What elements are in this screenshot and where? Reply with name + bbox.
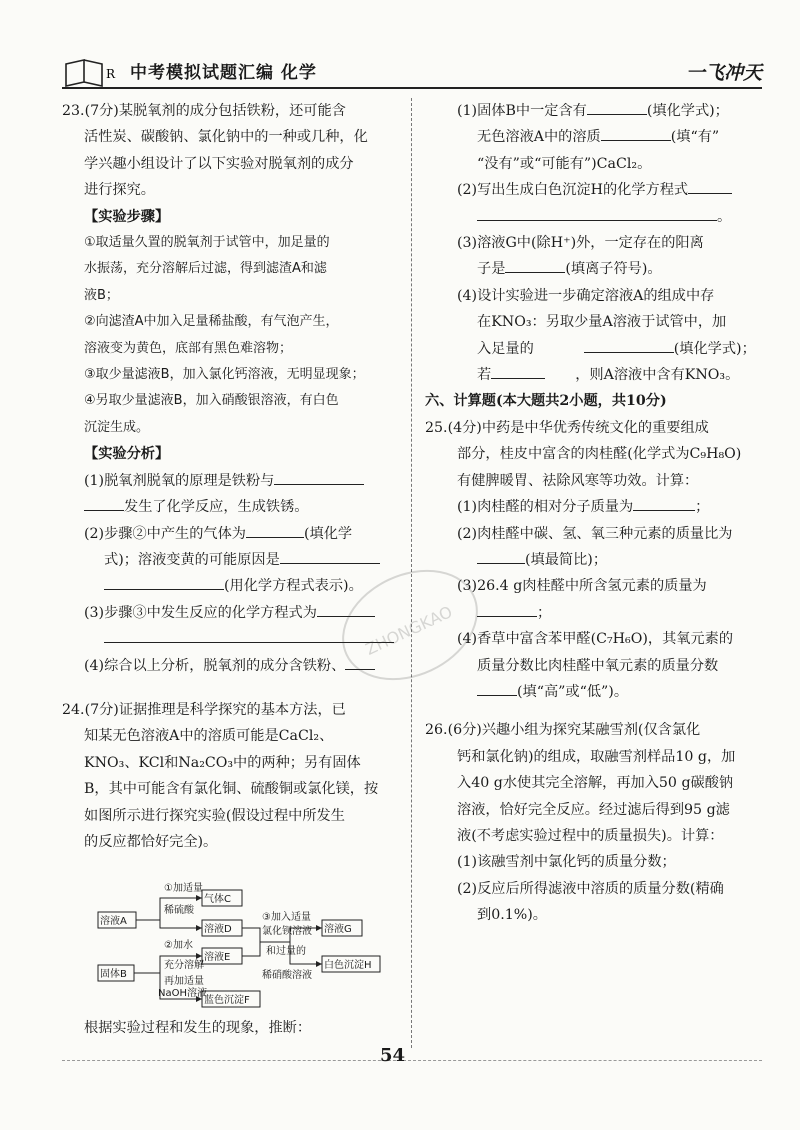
p4a: (4)设计实验进一步确定溶液A的组成中存 (457, 287, 715, 304)
q25-line-1: 25.(4分)中药是中华优秀传统文化的重要组成 (425, 419, 709, 436)
q24-conclude: 根据实验过程和发生的现象，推断： (84, 1020, 312, 1036)
step-line: ④另取少量滤液B，加入硝酸银溶液，有白色 (84, 393, 339, 409)
q24-part-2b: 。 (435, 204, 775, 230)
answer-blank[interactable] (633, 496, 695, 511)
a1-text-2: 发生了化学反应，生成铁锈。 (124, 499, 309, 516)
q23-line-3: 学兴趣小组设计了以下实验对脱氧剂的成分 (84, 155, 354, 172)
logo-letter: R (106, 67, 116, 81)
p3b: 子是 (477, 261, 506, 278)
a1-text: (1)脱氧剂脱氧的原理是铁粉与 (84, 472, 275, 489)
header-title: 中考模拟试题汇编 化学 (130, 63, 317, 83)
answer-blank[interactable] (587, 100, 647, 115)
label-step2c: 再加适量 (164, 976, 204, 987)
page-number: 54 (380, 1045, 406, 1066)
footer-rule (62, 1060, 762, 1061)
q25-s4a: (4)香草中富含苯甲醛(C₇H₆O)，其氧元素的 (457, 631, 734, 648)
q24-line-3: KNO₃、KCl和Na₂CO₃中的两种；另有固体 (84, 754, 361, 771)
p1a: (1)固体B中一定含有 (457, 103, 587, 119)
answer-blank[interactable] (246, 523, 304, 538)
label-step1a: ①加适量 (164, 883, 203, 894)
q26-sub-2b: 到0.1%)。 (477, 907, 547, 924)
book-logo-icon (62, 56, 120, 90)
analysis-title: 【实验分析】 (84, 446, 170, 463)
q26-line-5: 液(不考虑实验过程中的质量损失)。计算： (457, 827, 724, 844)
label-soln-e: 溶液E (204, 952, 231, 963)
answer-blank[interactable] (84, 496, 124, 511)
watermark-stamp-icon (330, 560, 490, 690)
label-soln-g: 溶液G (324, 924, 352, 935)
p3c: (填离子符号)。 (565, 261, 662, 278)
q26-line-2: 钙和氯化钠)的组成，取融雪剂样品10 g，加 (457, 748, 736, 765)
step-line: ①取适量久置的脱氧剂于试管中，加足量的 (84, 235, 330, 251)
q25-s2b: (填最简比)； (525, 551, 608, 568)
label-step2b: 充分溶解 (164, 960, 204, 971)
p1d: (填“有” (670, 129, 720, 146)
step-line: ②向滤渣A中加入足量稀盐酸，有气泡产生， (84, 314, 339, 330)
q23-line-4: 进行探究。 (84, 182, 155, 199)
p4f: ，则A溶液中含有KNO₃。 (575, 367, 740, 384)
q24-line-6: 的反应都恰好完全)。 (84, 833, 218, 850)
q24-part-1b (435, 124, 775, 150)
label-step2d: NaOH溶液 (158, 988, 207, 999)
q25-s4b: 质量分数比肉桂醛中氧元素的质量分数 (477, 657, 719, 674)
step-line: 溶液变为黄色，底部有黑色难溶物； (84, 340, 293, 356)
answer-blank[interactable] (477, 206, 717, 221)
q24-part-3b (435, 256, 775, 282)
answer-blank[interactable] (505, 258, 565, 273)
analysis-1 (62, 468, 407, 494)
answer-blank[interactable] (274, 470, 364, 485)
label-step3c: 和过量的 (266, 946, 306, 957)
q24-line-4: B，其中可能含有氯化铜、硫酸铜或氯化镁，按 (84, 781, 379, 798)
answer-blank[interactable] (601, 126, 671, 141)
q24-part-4e (435, 362, 775, 388)
answer-blank[interactable] (584, 338, 674, 353)
arrow-a-d (160, 920, 202, 928)
label-step1b: 稀硫酸 (164, 905, 194, 916)
label-step3a: ③加入适量 (262, 912, 311, 923)
q25-sub-1: (1)肉桂醛的相对分子质量为 ； (435, 494, 775, 520)
a3-text: (3)步骤③中发生反应的化学方程式为 (84, 604, 317, 621)
q25-s1: (1)肉桂醛的相对分子质量为 (457, 499, 634, 516)
p4d: (填化学式)； (673, 340, 756, 357)
answer-blank[interactable] (104, 575, 224, 590)
a2-text-b: (填化学 (303, 525, 353, 542)
label-blue-f: 蓝色沉淀F (204, 995, 250, 1006)
answer-blank[interactable] (688, 179, 732, 194)
label-solid-b: 固体B (100, 969, 127, 980)
right-column (425, 98, 775, 929)
q26-line-1: 26.(6分)兴趣小组为探究某融雪剂(仅含氯化 (425, 722, 701, 739)
q23-line-2: 活性炭、碳酸钠、氯化钠中的一种或几种，化 (84, 129, 368, 146)
label-step3b: 氯化钡溶液 (262, 926, 312, 937)
q24-part-1 (435, 98, 775, 124)
q24-line-5: 如图所示进行探究实验(假设过程中所发生 (84, 807, 345, 824)
left-column (62, 98, 407, 855)
q26-line-3: 入40 g水使其完全溶解，再加入50 g碳酸钠 (457, 775, 734, 792)
bracket-d-e (242, 928, 260, 956)
q26-line-4: 溶液，恰好完全反应。经过滤后得到95 g滤 (457, 801, 730, 818)
label-gas-c: 气体C (204, 894, 231, 905)
q25-line-3: 有健脾暖胃、祛除风寒等功效。计算： (457, 472, 699, 489)
q24-part-2 (435, 177, 775, 203)
p1b: (填化学式)； (646, 103, 729, 119)
question-26 (425, 717, 775, 928)
a2-text-2: 式)；溶液变黄的可能原因是 (104, 551, 280, 568)
p3a: (3)溶液G中(除H⁺)外，一定存在的阳离 (457, 235, 704, 252)
q24-line-1: 24.(7分)证据推理是科学探究的基本方法，已 (62, 701, 346, 718)
header-rule (62, 87, 762, 89)
answer-blank[interactable] (491, 364, 545, 379)
q26-sub-1: (1)该融雪剂中氯化钙的质量分数； (457, 854, 676, 871)
label-step3d: 稀硝酸溶液 (262, 970, 312, 981)
header-brand: 一飞冲天 (685, 62, 762, 84)
section-6-title: 六、计算题(本大题共2小题，共10分) (425, 393, 667, 410)
label-soln-a: 溶液A (100, 916, 127, 927)
q25-s4c: (填“高”或“低”)。 (517, 683, 629, 700)
p1e: “没有”或“可能有”)CaCl₂。 (477, 155, 652, 172)
label-step2a: ②加水 (164, 940, 193, 951)
p1c: 无色溶液A中的溶质 (477, 129, 601, 146)
analysis-1b (62, 494, 407, 520)
q25-s2a: (2)肉桂醛中碳、氢、氧三种元素的质量比为 (457, 525, 733, 542)
q26-sub-2a: (2)反应后所得滤液中溶质的质量分数(精确 (457, 880, 724, 897)
question-24 (62, 697, 407, 855)
step-line: 液B； (84, 287, 119, 303)
p4c: 入足量的 (477, 340, 534, 357)
p4e: 若 (477, 367, 492, 384)
q24-line-2: 知某无色溶液A中的溶质可能是CaCl₂、 (84, 728, 334, 745)
analysis-2 (62, 521, 407, 547)
page-header (62, 56, 762, 90)
label-soln-d: 溶液D (204, 924, 232, 935)
label-white-h: 白色沉淀H (324, 960, 372, 971)
a4-text: (4)综合以上分析，脱氧剂的成分含铁粉、 (84, 657, 346, 674)
a2-text-3: (用化学方程式表示)。 (224, 578, 363, 595)
q25-sub-3b: ； (435, 600, 775, 626)
p2: (2)写出生成白色沉淀H的化学方程式 (457, 182, 689, 199)
experiment-flowchart (60, 880, 400, 1010)
step-line: 水振荡，充分溶解后过滤，得到滤渣A和滤 (84, 261, 327, 277)
steps-title: 【实验步骤】 (84, 208, 170, 225)
q24-part-4c (435, 336, 775, 362)
step-line: ③取少量滤液B，加入氯化钙溶液，无明显现象； (84, 367, 365, 383)
stamp-text: ZHONGKAO (362, 602, 456, 659)
q23-line-1: 23.(7分)某脱氧剂的成分包括铁粉，还可能含 (62, 103, 346, 119)
q25-line-2: 部分，桂皮中富含的肉桂醛(化学式为C₉H₈O) (457, 446, 742, 463)
a2-text: (2)步骤②中产生的气体为 (84, 525, 246, 542)
q25-s3a: (3)26.4 g肉桂醛中所含氢元素的质量为 (457, 578, 707, 595)
p4b: 在KNO₃：另取少量A溶液于试管中，加 (477, 314, 727, 331)
step-line: 沉淀生成。 (84, 419, 150, 435)
